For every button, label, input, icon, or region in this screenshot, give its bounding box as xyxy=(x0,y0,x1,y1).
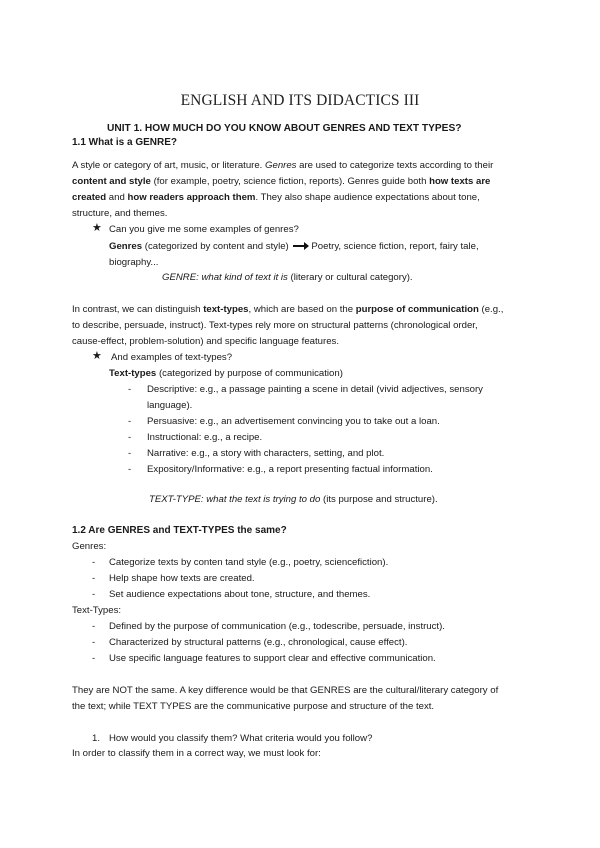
dash-bullet-icon: - xyxy=(92,621,96,632)
comparison-paragraph-line: the text; while TEXT TYPES are the communicative purpose and structure of the text. xyxy=(72,701,435,712)
question-number: 1. xyxy=(92,733,101,744)
list-item: Use specific language features to support clear and effective communication. xyxy=(109,653,436,664)
list-item: Persuasive: e.g., an advertisement convincing you to take out a loan. xyxy=(147,416,440,427)
genre-paragraph-line: content and style (for example, poetry, science fiction, reports). Genres guide both how texts are xyxy=(72,176,491,187)
list-item: Set audience expectations about tone, structure, and themes. xyxy=(109,589,371,600)
genres-examples-line: Genres (categorized by content and style) Poetry, science fiction, report, fairy tale, xyxy=(109,241,479,252)
list-item: Expository/Informative: e.g., a report presenting factual information. xyxy=(147,464,433,475)
text-type-definition: TEXT-TYPE: what the text is trying to do (its purpose and structure). xyxy=(149,494,438,505)
list-item-continued: language). xyxy=(147,400,193,411)
text-types-question: And examples of text-types? xyxy=(111,352,233,363)
dash-bullet-icon: - xyxy=(128,384,132,395)
classification-question: How would you classify them? What criteria would you follow? xyxy=(109,733,373,744)
dash-bullet-icon: - xyxy=(128,464,132,475)
star-bullet-icon: ★ xyxy=(92,222,102,234)
closing-line: In order to classify them in a correct way, we must look for: xyxy=(72,748,321,759)
unit-heading: UNIT 1. HOW MUCH DO YOU KNOW ABOUT GENRES AND TEXT TYPES? xyxy=(107,123,462,134)
genre-paragraph-line: structure, and themes. xyxy=(72,208,168,219)
text-types-paragraph-line: cause-effect, problem-solution) and specific language features. xyxy=(72,336,340,347)
list-item: Narrative: e.g., a story with characters, setting, and plot. xyxy=(147,448,385,459)
list-item: Defined by the purpose of communication (e.g., todescribe, persuade, instruct). xyxy=(109,621,445,632)
text-types-label: Text-Types: xyxy=(72,605,122,616)
genres-label: Genres: xyxy=(72,541,107,552)
text-types-line: Text-types (categorized by purpose of communication) xyxy=(109,368,343,379)
list-item: Instructional: e.g., a recipe. xyxy=(147,432,263,443)
dash-bullet-icon: - xyxy=(92,589,96,600)
genre-paragraph-line: created and how readers approach them. They also shape audience expectations about tone, xyxy=(72,192,480,203)
star-bullet-icon: ★ xyxy=(92,350,102,362)
document-title: ENGLISH AND ITS DIDACTICS III xyxy=(180,92,420,109)
text-types-paragraph-line: to describe, persuade, instruct). Text-types rely more on structural patterns (chronological order, xyxy=(72,320,478,331)
section-1-2-heading: 1.2 Are GENRES and TEXT-TYPES the same? xyxy=(72,525,287,536)
genres-question: Can you give me some examples of genres? xyxy=(109,224,299,235)
list-item: Help shape how texts are created. xyxy=(109,573,255,584)
dash-bullet-icon: - xyxy=(128,432,132,443)
text-types-paragraph-line: In contrast, we can distinguish text-types, which are based on the purpose of communication (e.g., xyxy=(72,304,504,315)
dash-bullet-icon: - xyxy=(128,416,132,427)
list-item: Characterized by structural patterns (e.g., chronological, cause effect). xyxy=(109,637,408,648)
dash-bullet-icon: - xyxy=(92,573,96,584)
genres-examples-continued: biography... xyxy=(109,257,159,268)
dash-bullet-icon: - xyxy=(128,448,132,459)
right-arrow-icon xyxy=(293,242,309,250)
comparison-paragraph-line: They are NOT the same. A key difference would be that GENRES are the cultural/literary category of xyxy=(72,685,499,696)
dash-bullet-icon: - xyxy=(92,653,96,664)
dash-bullet-icon: - xyxy=(92,637,96,648)
dash-bullet-icon: - xyxy=(92,557,96,568)
list-item: Descriptive: e.g., a passage painting a scene in detail (vivid adjectives, sensory xyxy=(147,384,483,395)
list-item: Categorize texts by conten tand style (e.g., poetry, sciencefiction). xyxy=(109,557,389,568)
section-1-1-heading: 1.1 What is a GENRE? xyxy=(72,137,178,148)
genre-paragraph-line: A style or category of art, music, or literature. Genres are used to categorize texts according to their xyxy=(72,160,494,171)
genre-definition: GENRE: what kind of text it is (literary or cultural category). xyxy=(162,272,413,283)
